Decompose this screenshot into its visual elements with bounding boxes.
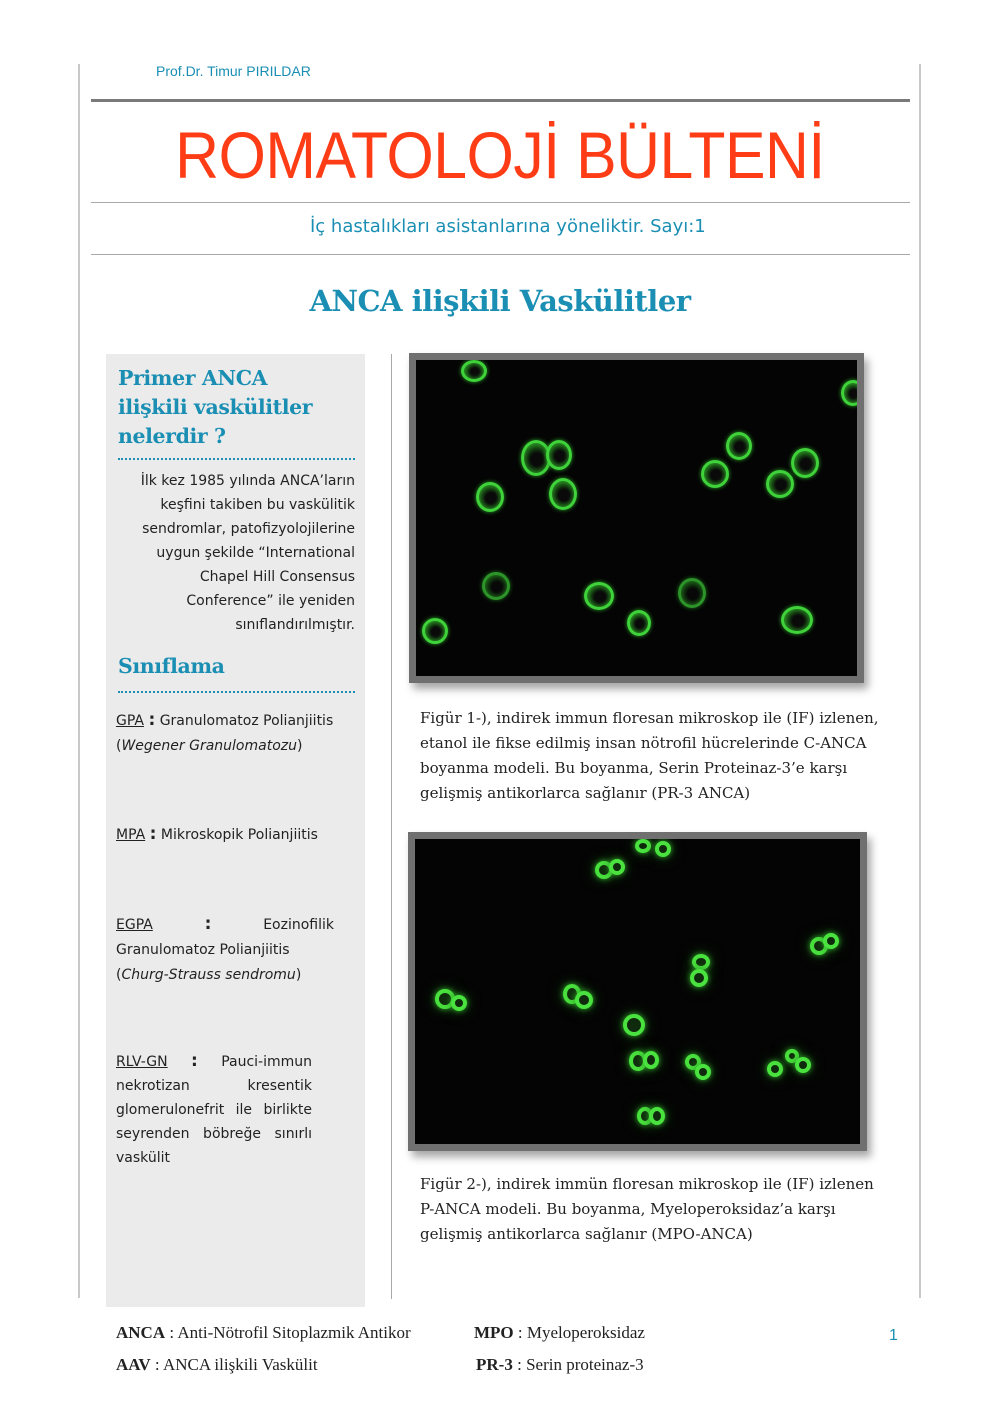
- caption-line: Figür 2-), indirek immün floresan mikroskop ile (IF) izlenen: [420, 1175, 874, 1193]
- article-title: ANCA ilişkili Vaskülitler: [309, 284, 691, 318]
- cell: [627, 610, 651, 636]
- heading-line: nelerdir ?: [118, 424, 226, 448]
- sidebar-intro-text: [116, 469, 355, 637]
- cell-lobe: [643, 1051, 659, 1069]
- intro-line: keşfini takiben bu vaskülitik: [160, 497, 355, 513]
- cell: [841, 380, 857, 406]
- newsletter-title: ROMATOLOJİ BÜLTENİ: [175, 118, 825, 192]
- cell-lobe: [623, 1014, 645, 1036]
- micrograph-c-anca: [416, 360, 857, 676]
- cell: [791, 448, 819, 478]
- cell-lobe: [795, 1057, 811, 1073]
- footer-abbr-aav: AAV : ANCA ilişkili Vaskülit: [116, 1355, 318, 1374]
- classification-egpa: EGPA : Eozinofilik Granulomatoz Polianjiitis (Churg-Strauss sendromu): [116, 914, 334, 983]
- footer-abbr-anca: ANCA : Anti-Nötrofil Sitoplazmik Antikor: [116, 1323, 411, 1342]
- cell: [461, 360, 487, 382]
- heading-line: Primer ANCA: [118, 366, 268, 390]
- caption-line: gelişmiş antikorlarca sağlanır (MPO-ANCA): [420, 1225, 753, 1243]
- page-border-right: [919, 64, 921, 1298]
- cell-lobe: [767, 1061, 783, 1077]
- caption-line: gelişmiş antikorlarca sağlanır (PR-3 ANCA): [420, 784, 751, 802]
- intro-line: uygun şekilde “International: [156, 545, 355, 561]
- sidebar-heading-primer: [118, 364, 312, 451]
- cell-lobe: [649, 1107, 665, 1125]
- header-divider-thick: [91, 99, 910, 102]
- cell: [726, 432, 752, 460]
- footer-abbr-pr3: PR-3 : Serin proteinaz-3: [476, 1355, 644, 1374]
- abbr-egpa: EGPA: [116, 917, 153, 933]
- cell: [482, 572, 510, 600]
- classification-rlv-gn: RLV-GN : Pauci-immun nekrotizan kresentik glomerulonefrit ile birlikte seyrenden böbreğe sınırlı vaskülit: [116, 1051, 313, 1166]
- classification-gpa: GPA : Granulomatoz Polianjiitis (Wegener Granulomatozu): [116, 710, 334, 754]
- intro-line: sınıflandırılmıştır.: [235, 617, 355, 633]
- footer-abbr-mpo: MPO : Myeloperoksidaz: [474, 1323, 645, 1342]
- sidebar: [106, 354, 365, 1307]
- page-number: 1: [889, 1327, 898, 1344]
- cell-lobe: [695, 1064, 711, 1080]
- caption-line: boyanma modeli. Bu boyanma, Serin Proteinaz-3’e karşı: [420, 759, 848, 777]
- intro-line: İlk kez 1985 yılında ANCA’ların: [140, 473, 355, 489]
- cell-lobe: [690, 969, 708, 987]
- caption-line: P-ANCA modeli. Bu boyanma, Myeloperoksidaz’a karşı: [420, 1200, 836, 1218]
- header-divider-1: [91, 202, 910, 203]
- cell: [584, 582, 614, 610]
- cell: [678, 578, 706, 608]
- cell: [766, 470, 794, 498]
- cell-lobe: [609, 859, 625, 875]
- intro-line: Conference” ile yeniden: [186, 593, 355, 609]
- cell-lobe: [575, 991, 593, 1009]
- cell-lobe: [823, 933, 839, 949]
- cell-lobe: [451, 995, 467, 1011]
- caption-line: etanol ile fikse edilmiş insan nötrofil hücrelerinde C-ANCA: [420, 734, 867, 752]
- caption-line: Figür 1-), indirek immun floresan mikroskop ile (IF) izlenen,: [420, 709, 879, 727]
- heading-line: ilişkili vaskülitler: [118, 395, 313, 419]
- newsletter-subtitle: İç hastalıkları asistanlarına yöneliktir. Sayı:1: [310, 216, 706, 237]
- abbr-rlv-gn: RLV-GN: [116, 1054, 168, 1070]
- abbr-mpa: MPA: [116, 827, 146, 843]
- page-border-left: [78, 64, 80, 1298]
- figure-2-caption: [420, 1172, 900, 1247]
- cell-lobe: [635, 839, 651, 853]
- author-name: Prof.Dr. Timur PIRILDAR: [156, 63, 311, 79]
- cell: [781, 606, 813, 634]
- figure-p-anca-image: [408, 832, 867, 1151]
- cell-lobe: [692, 954, 710, 970]
- micrograph-p-anca: [415, 839, 860, 1144]
- dotted-divider: [118, 691, 355, 693]
- column-divider: [391, 354, 392, 1299]
- intro-line: Chapel Hill Consensus: [199, 569, 355, 585]
- cell: [546, 440, 572, 470]
- cell-lobe: [655, 841, 671, 857]
- header-divider-2: [91, 254, 910, 255]
- abbr-gpa: GPA: [116, 713, 144, 729]
- intro-line: sendromlar, patofizyolojilerine: [142, 521, 355, 537]
- figure-c-anca-image: [409, 353, 864, 683]
- cell: [422, 618, 448, 644]
- classification-mpa: MPA : Mikroskopik Polianjiitis: [116, 824, 318, 844]
- cell: [476, 482, 504, 512]
- cell: [701, 460, 729, 488]
- cell: [549, 478, 577, 510]
- sidebar-heading-classification: Sınıflama: [118, 654, 225, 678]
- dotted-divider: [118, 458, 355, 460]
- figure-1-caption: [420, 706, 900, 806]
